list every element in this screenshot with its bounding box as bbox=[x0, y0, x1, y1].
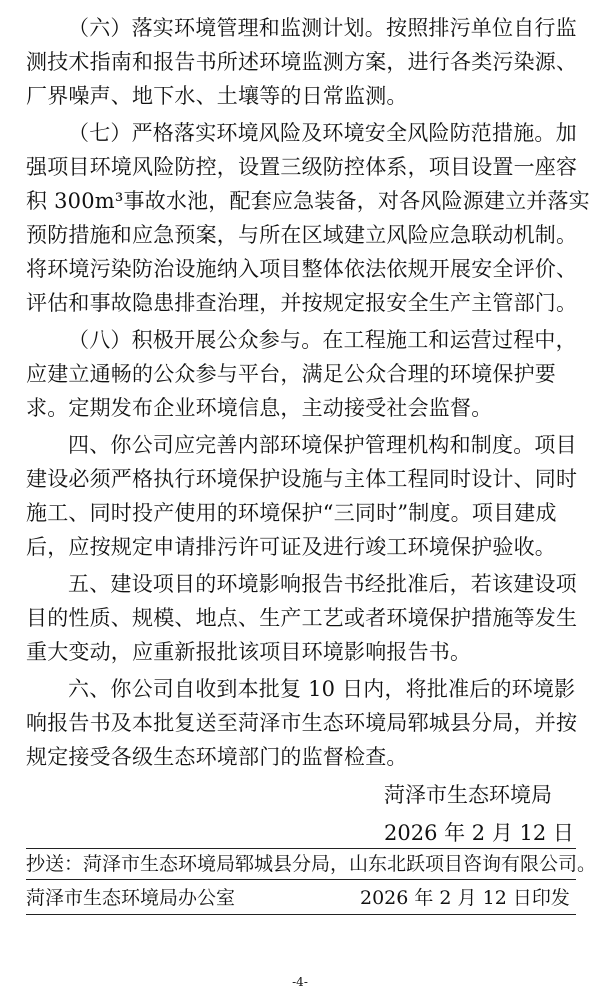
body-line: 重大变动，应重新报批该项目环境影响报告书。 bbox=[26, 640, 472, 664]
body-line: 五、建设项目的环境影响报告书经批准后，若该建设项 bbox=[68, 572, 577, 596]
body-line: （六）落实环境管理和监测计划。按照排污单位自行监 bbox=[68, 16, 577, 40]
body-line: （七）严格落实环境风险及环境安全风险防范措施。加 bbox=[68, 121, 577, 145]
signature-date: 2026 年 2 月 12 日 bbox=[384, 821, 574, 845]
print-date: 2026 年 2 月 12 日印发 bbox=[360, 887, 570, 909]
body-line: 测技术指南和报告书所述环境监测方案，进行各类污染源、 bbox=[26, 50, 578, 74]
body-line: 预防措施和应急预案，与所在区域建立风险应急联动机制。 bbox=[26, 223, 578, 247]
body-line: （八）积极开展公众参与。在工程施工和运营过程中， bbox=[68, 328, 577, 352]
body-line: 求。定期发布企业环境信息，主动接受社会监督。 bbox=[26, 396, 493, 420]
body-line: 四、你公司应完善内部环境保护管理机构和制度。项目 bbox=[68, 433, 577, 457]
body-line: 建设必须严格执行环境保护设施与主体工程同时设计、同时 bbox=[26, 467, 578, 491]
body-line: 评估和事故隐患排查治理，并按规定报安全生产主管部门。 bbox=[26, 291, 578, 315]
body-line: 积 300m³事故水池，配套应急装备，对各风险源建立并落实 bbox=[26, 189, 590, 213]
body-line: 强项目环境风险防控，设置三级防控体系，项目设置一座容 bbox=[26, 155, 578, 179]
page-number: -4- bbox=[292, 975, 308, 989]
body-line: 响报告书及本批复送至菏泽市生态环境局郓城县分局，并按 bbox=[26, 711, 578, 735]
signature-org: 菏泽市生态环境局 bbox=[384, 783, 552, 807]
body-line: 六、你公司自收到本批复 10 日内，将批准后的环境影 bbox=[68, 677, 576, 701]
body-line: 施工、同时投产使用的环境保护“三同时”制度。项目建成 bbox=[26, 501, 557, 525]
body-line: 厂界噪声、地下水、土壤等的日常监测。 bbox=[26, 84, 408, 108]
cc-line: 抄送：菏泽市生态环境局郓城县分局，山东北跃项目咨询有限公司。 bbox=[26, 853, 597, 875]
body-line: 后，应按规定申请排污许可证及进行竣工环境保护验收。 bbox=[26, 535, 556, 559]
body-line: 目的性质、规模、地点、生产工艺或者环境保护措施等发生 bbox=[26, 606, 578, 630]
body-line: 将环境污染防治设施纳入项目整体依法依规开展安全评价、 bbox=[26, 257, 578, 281]
footer-bottom-rule bbox=[26, 914, 576, 915]
body-line: 规定接受各级生态环境部门的监督检查。 bbox=[26, 745, 408, 769]
issuing-office: 菏泽市生态环境局办公室 bbox=[26, 887, 236, 909]
body-line: 应建立通畅的公众参与平台，满足公众合理的环境保护要 bbox=[26, 362, 556, 386]
